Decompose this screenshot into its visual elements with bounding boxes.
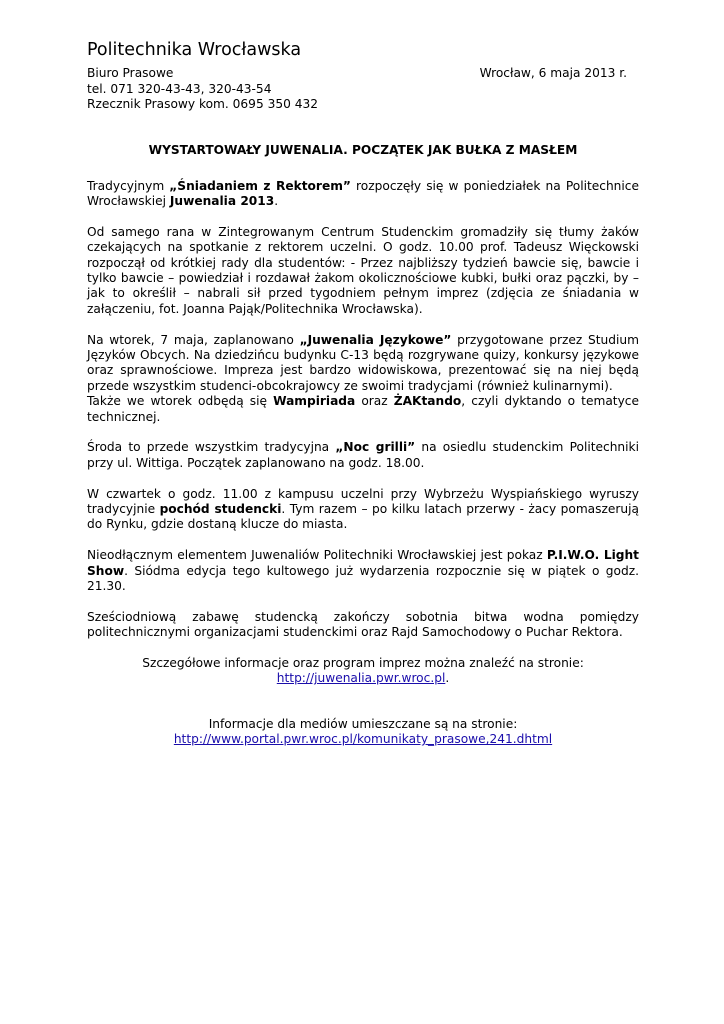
letterhead [87,66,639,113]
text: . Siódma edycja tego kultowego już wydarzenia rozpocznie się w piątek o godz. 21.30. [87,563,639,593]
juwenalia-link[interactable]: http://juwenalia.pwr.wroc.pl [276,671,446,686]
text: Środa to przede wszystkim tradycyjna [87,440,336,455]
paragraph-media [87,717,639,748]
bold-text: Juwenalia 2013 [169,193,275,208]
text: oraz [355,394,394,409]
paragraph-wednesday [87,440,639,471]
bold-text: „Śniadaniem z Rektorem” [169,178,351,193]
text: na osiedlu studenckim Politechniki przy ul. Wittiga. Początek zaplanowano na godz. 18.00. [87,440,639,470]
bold-text: Wampiriada [273,394,356,409]
text: Także we wtorek odbędą się [87,394,274,409]
text: . [274,193,279,208]
document-date: Wrocław, 6 maja 2013 r. [479,66,627,80]
bold-text: „Juwenalia Językowe” [299,332,452,347]
paragraph-breakfast: Od samego rana w Zintegrowanym Centrum Studenckim gromadziły się tłumy żaków czekających na spotkanie z rektorem uczelni. O godz. 10.00 prof. Tadeusz Więckowski rozpoczął od krótkiej rady dla studentów: - Przez najbliższy tydzień bawcie się, bawcie i tylko bawcie – powiedział i rozdawał żakom okolicznościowe kubki, bułki oraz pączki, by – jak to określił – nabrali sił przed tygodniem pełnym imprez (zdjęcia ze śniadania w załączeniu, fot. Joanna Pająk/Politechnika Wrocławska). [87,224,639,316]
text: przygotowane przez Studium Języków Obcych. Na dziedzińcu budynku C-13 będą rozgrywane quizy, konkursy językowe oraz sprawnościowe. Impreza jest bardzo widowiskowa, prezentować się na niej będą przede wszystkim studenci-obcokrajowcy ze swoimi tradycjami (również kulinarnymi). [87,332,639,393]
paragraph-thursday [87,487,639,533]
paragraph-info [87,656,639,687]
text: Na wtorek, 7 maja, zaplanowano [87,332,300,347]
text: , czyli dyktando o tematyce technicznej. [87,394,639,424]
paragraph-intro [87,179,639,210]
paragraph-saturday: Sześciodniową zabawę studencką zakończy sobotnia bitwa wodna pomiędzy politechnicznymi organizacjami studenckimi oraz Rajd Samochodowy o Puchar Rektora. [87,609,639,640]
text: Nieodłącznym elementem Juwenaliów Politechniki Wrocławskiej jest pokaz [87,548,547,563]
text: W czwartek o godz. 11.00 z kampusu uczelni przy Wybrzeżu Wyspiańskiego wyruszy tradycyjnie [87,486,639,516]
press-release [87,40,639,763]
text: . Tym razem – po kilku latach przerwy - żacy pomaszerują do Rynku, gdzie dostaną klucze do miasta. [87,501,639,532]
headline: WYSTARTOWAŁY JUWENALIA. POCZĄTEK JAK BUŁKA Z MASŁEM [148,142,578,157]
spokesperson-contact: Rzecznik Prasowy kom. 0695 350 432 [87,97,318,111]
paragraph-tuesday [87,333,639,425]
media-link[interactable]: http://www.portal.pwr.wroc.pl/komunikaty_prasowe,241.dhtml [173,732,553,747]
text: . [445,671,450,686]
paragraph-friday [87,548,639,594]
bold-text: ŻAKtando [393,394,462,409]
text: rozpoczęły się w poniedziałek na Politechnice Wrocławskiej [87,178,639,208]
office-name: Biuro Prasowe [87,66,174,80]
organization-name: Politechnika Wrocławska [87,40,302,60]
text: Informacje dla mediów umieszczane są na stronie: [208,716,518,731]
bold-text: „Noc grilli” [335,440,416,455]
bold-text: pochód studencki [159,501,282,516]
text: Szczegółowe informacje oraz program imprez można znaleźć na stronie: [142,655,584,670]
bold-text: P.I.W.O. Light Show [87,548,640,578]
phone-numbers: tel. 071 320-43-43, 320-43-54 [87,81,272,96]
text: Tradycyjnym [87,178,170,193]
